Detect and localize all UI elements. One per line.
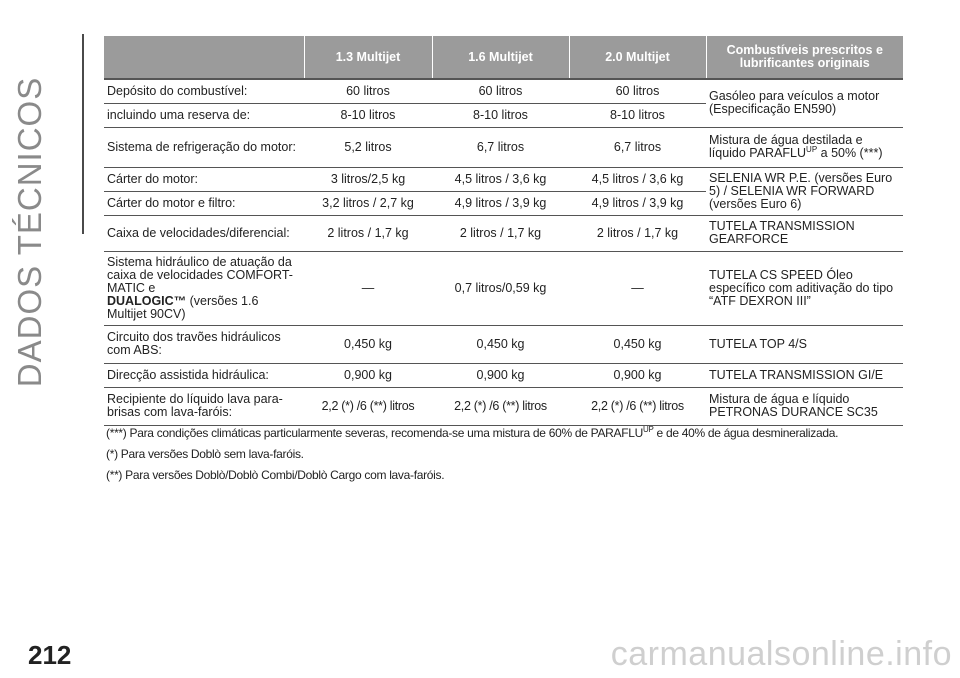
coolant-sup: UP (806, 144, 818, 154)
header-1-3-multijet: 1.3 Multijet (304, 36, 432, 79)
value-2-0: 0,450 kg (569, 325, 706, 363)
fuel-washer: Mistura de água e líquido PETRONAS DURANCE SC35 (706, 387, 903, 425)
footnote-triple-asterisk (106, 426, 906, 440)
fuel-hydraulic: TUTELA CS SPEED Óleo específico com aditivação do tipo “ATF DEXRON III” (706, 251, 903, 325)
value-2-0: 4,9 litros / 3,9 kg (569, 191, 706, 215)
value-2-0: 2,2 (*) /6 (**) litros (569, 387, 706, 425)
footnote-single-asterisk: (*) Para versões Doblò sem lava-faróis. (106, 447, 304, 461)
label-bold: DUALOGIC™ (107, 293, 187, 308)
table-row (104, 167, 903, 191)
row-label: Depósito do combustível: (104, 79, 304, 103)
value-1-6: 0,7 litros/0,59 kg (432, 251, 569, 325)
table-row (104, 251, 903, 325)
fuel-engine-oil: SELENIA WR P.E. (versões Euro 5) / SELENIA WR FORWARD (versões Euro 6) (706, 167, 903, 215)
value-1-3: 5,2 litros (304, 127, 432, 167)
value-1-6: 4,9 litros / 3,9 kg (432, 191, 569, 215)
header-2-0-multijet: 2.0 Multijet (569, 36, 706, 79)
row-label: Recipiente do líquido lava para-brisas com lava-faróis: (104, 387, 304, 425)
value-2-0: 4,5 litros / 3,6 kg (569, 167, 706, 191)
value-1-6: 6,7 litros (432, 127, 569, 167)
value-2-0: 0,900 kg (569, 363, 706, 387)
value-1-6: 0,450 kg (432, 325, 569, 363)
footnote-sup: UP (643, 425, 654, 434)
value-1-3: 60 litros (304, 79, 432, 103)
value-1-3: — (304, 251, 432, 325)
footnote-text: (***) Para condições climáticas particularmente severas, recomenda-se uma mistura de 60% de PARAFLU (106, 426, 643, 440)
coolant-ratio: a 50% (***) (817, 146, 883, 160)
table-row (104, 387, 903, 425)
value-1-3: 2,2 (*) /6 (**) litros (304, 387, 432, 425)
fuel-brakes: TUTELA TOP 4/S (706, 325, 903, 363)
fuel-diesel: Gasóleo para veículos a motor (Especificação EN590) (706, 79, 903, 127)
row-label: Cárter do motor: (104, 167, 304, 191)
label-text: Sistema hidráulico de atuação da caixa de velocidades COMFORT-MATIC e (107, 254, 293, 295)
value-1-3: 8-10 litros (304, 103, 432, 127)
section-divider (82, 34, 84, 234)
footnote-text-end: e de 40% de água desmineralizada. (653, 426, 839, 440)
value-1-6: 4,5 litros / 3,6 kg (432, 167, 569, 191)
watermark: carmanualsonline.info (610, 635, 952, 673)
header-1-6-multijet: 1.6 Multijet (432, 36, 569, 79)
row-label: incluindo uma reserva de: (104, 103, 304, 127)
footnote-double-asterisk: (**) Para versões Doblò/Doblò Combi/Doblò Cargo com lava-faróis. (106, 468, 445, 482)
capacities-table (104, 36, 903, 426)
value-1-3: 0,450 kg (304, 325, 432, 363)
table-row (104, 325, 903, 363)
row-label: Caixa de velocidades/diferencial: (104, 215, 304, 251)
coolant-text: Mistura de água destilada e líquido PARAFLU (709, 133, 863, 160)
row-label (104, 251, 304, 325)
value-1-3: 3,2 litros / 2,7 kg (304, 191, 432, 215)
footnotes (106, 426, 906, 489)
table-row (104, 215, 903, 251)
value-1-3: 0,900 kg (304, 363, 432, 387)
value-2-0: 8-10 litros (569, 103, 706, 127)
value-1-6: 0,900 kg (432, 363, 569, 387)
header-empty (104, 36, 304, 79)
table-row (104, 363, 903, 387)
table-row (104, 127, 903, 167)
section-title: DADOS TÉCNICOS (11, 76, 48, 388)
fuel-steering: TUTELA TRANSMISSION GI/E (706, 363, 903, 387)
value-2-0: — (569, 251, 706, 325)
row-label: Sistema de refrigeração do motor: (104, 127, 304, 167)
row-label: Circuito dos travões hidráulicos com ABS: (104, 325, 304, 363)
value-2-0: 2 litros / 1,7 kg (569, 215, 706, 251)
table-header-row (104, 36, 903, 79)
value-2-0: 6,7 litros (569, 127, 706, 167)
label-text-end: (versões 1.6 Multijet 90CV) (107, 293, 259, 321)
value-1-3: 3 litros/2,5 kg (304, 167, 432, 191)
value-1-6: 2 litros / 1,7 kg (432, 215, 569, 251)
row-label: Cárter do motor e filtro: (104, 191, 304, 215)
value-1-6: 2,2 (*) /6 (**) litros (432, 387, 569, 425)
header-fuels-lubricants: Combustíveis prescritos e lubrificantes originais (706, 36, 903, 79)
fuel-gearbox: TUTELA TRANSMISSION GEARFORCE (706, 215, 903, 251)
fuel-coolant (706, 127, 903, 167)
page-number: 212 (28, 640, 72, 670)
table-row (104, 79, 903, 103)
row-label: Direcção assistida hidráulica: (104, 363, 304, 387)
value-1-3: 2 litros / 1,7 kg (304, 215, 432, 251)
value-1-6: 60 litros (432, 79, 569, 103)
value-2-0: 60 litros (569, 79, 706, 103)
value-1-6: 8-10 litros (432, 103, 569, 127)
